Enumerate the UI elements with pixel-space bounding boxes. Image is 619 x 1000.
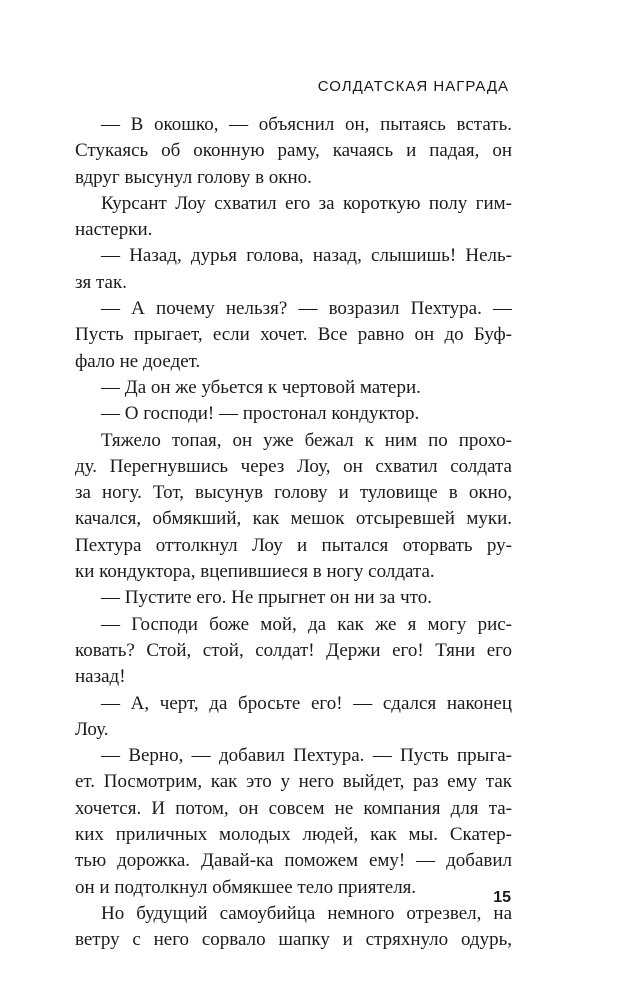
- text-line: ду. Перегнувшись через Лоу, он схватил солдата: [75, 455, 512, 477]
- text-line: Курсант Лоу схватил его за короткую полу гим-: [101, 192, 512, 214]
- page-number: 15: [493, 889, 511, 906]
- text-line: хочется. И потом, он совсем не компания для та-: [75, 797, 512, 819]
- text-line: ки кондуктора, вцепившиеся в ногу солдата.: [75, 561, 435, 583]
- text-line: фало не доедет.: [75, 350, 201, 372]
- text-line: Пусть прыгает, если хочет. Все равно он до Буф-: [75, 324, 512, 346]
- text-line: — В окошко, — объяснил он, пытаясь встать.: [101, 114, 512, 135]
- text-line: ковать? Стой, стой, солдат! Держи его! Тяни его: [75, 639, 512, 661]
- text-line: — Назад, дурья голова, назад, слышишь! Нель-: [101, 245, 512, 267]
- text-line: он и подтолкнул обмякшее тело приятеля.: [75, 876, 417, 898]
- running-header-title: СОЛДАТСКАЯ НАГРАДА: [317, 78, 509, 95]
- text-line: качался, обмякший, как мешок отсыревшей муки.: [75, 508, 512, 530]
- text-line: Лоу.: [75, 718, 109, 740]
- text-line: за ногу. Тот, высунув голову и туловище в окно,: [75, 482, 512, 504]
- text-line: — А, черт, да бросьте его! — сдался наконец: [101, 692, 512, 714]
- text-line: назад!: [75, 666, 126, 688]
- text-line: ет. Посмотрим, как это у него выйдет, раз ему так: [75, 771, 512, 793]
- text-line: Но будущий самоубийца немного отрезвел, на: [101, 902, 512, 924]
- text-line: зя так.: [75, 271, 127, 293]
- text-line: — Верно, — добавил Пехтура. — Пусть прыга-: [101, 745, 512, 767]
- text-line: — Пустите его. Не прыгнет он ни за что.: [101, 587, 432, 609]
- text-line: — О господи! — простонал кондуктор.: [101, 403, 420, 425]
- text-line: — Господи боже мой, да как же я могу рис-: [101, 613, 512, 635]
- text-line: Тяжело топая, он уже бежал к ним по прохо-: [101, 429, 512, 451]
- text-line: ветру с него сорвало шапку и стряхнуло одурь,: [75, 929, 512, 951]
- text-line: ких приличных молодых людей, как мы. Скатер-: [75, 824, 512, 846]
- text-line: вдруг высунул голову в окно.: [75, 166, 312, 188]
- text-line: Пехтура оттолкнул Лоу и пытался оторвать ру-: [75, 534, 512, 556]
- text-line: — Да он же убьется к чертовой матери.: [101, 376, 421, 398]
- text-line: — А почему нельзя? — возразил Пехтура. —: [101, 298, 512, 320]
- text-line: настерки.: [75, 219, 153, 241]
- text-line: Стукаясь об оконную раму, качаясь и падая, он: [75, 140, 512, 162]
- book-page-text: [75, 112, 512, 954]
- text-line: тью дорожка. Давай-ка поможем ему! — добавил: [75, 850, 512, 872]
